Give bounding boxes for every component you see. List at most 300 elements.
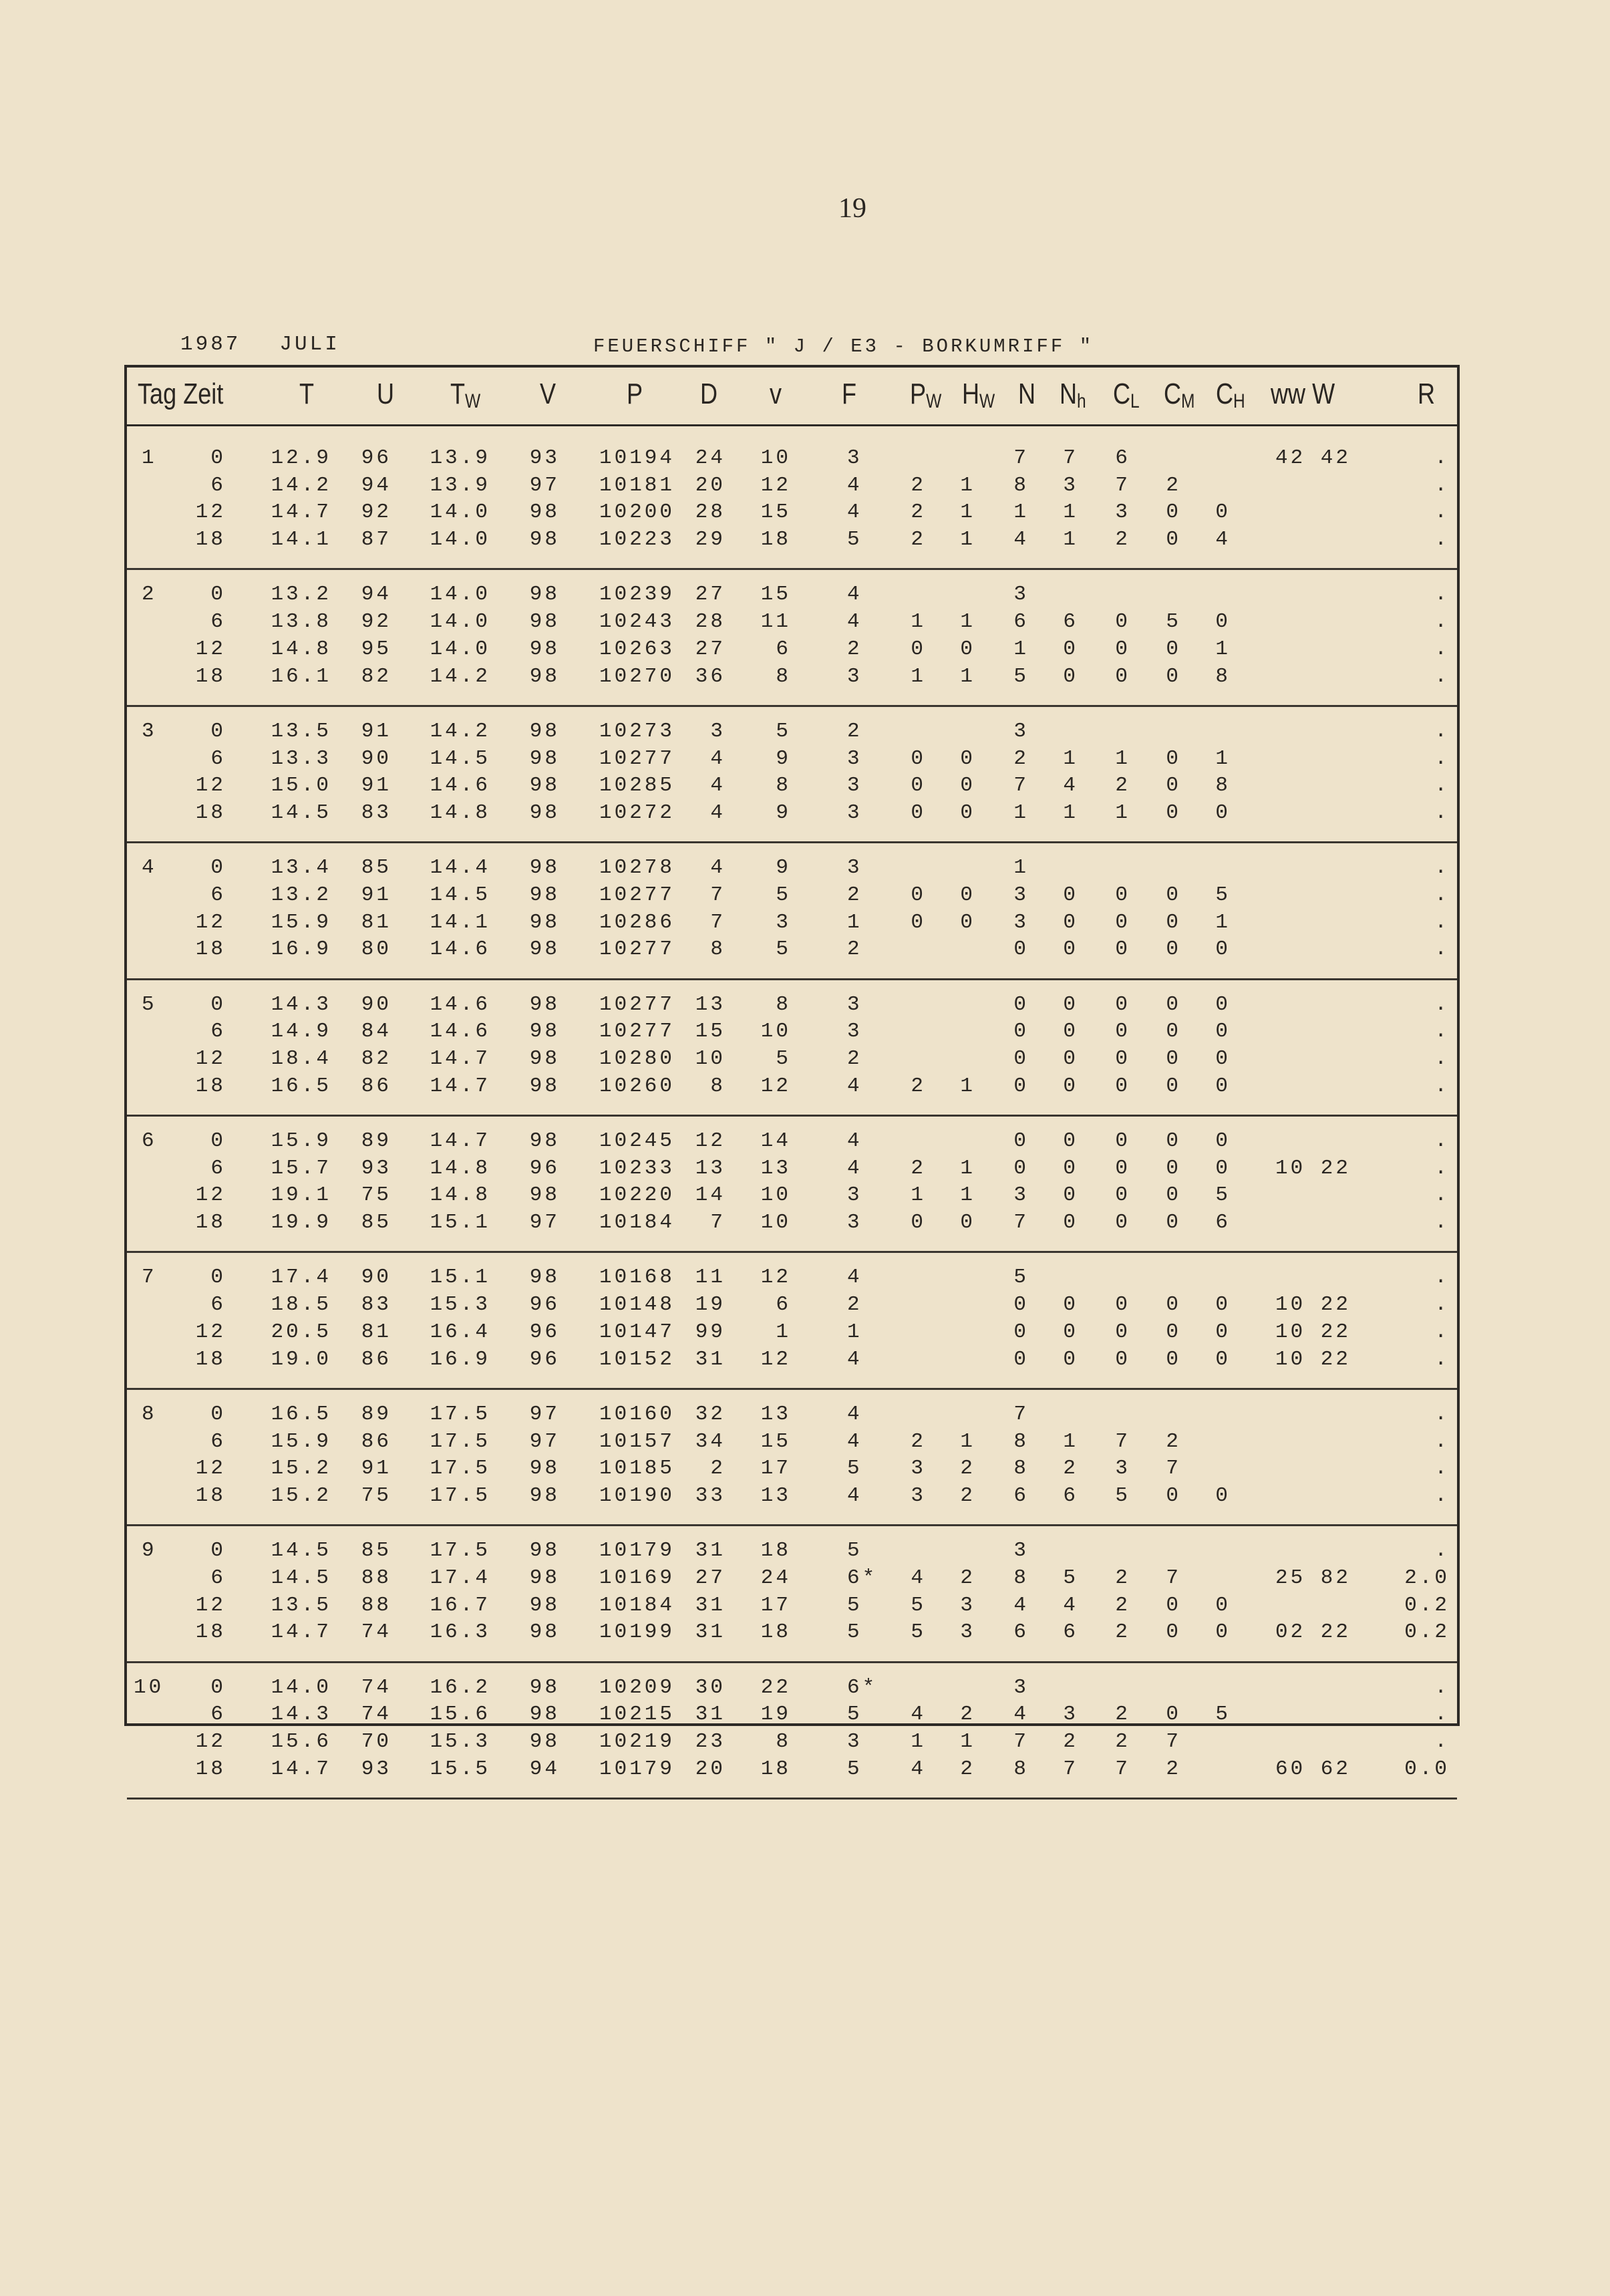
cell-r: . bbox=[1434, 1730, 1450, 1753]
cell-u: 94 bbox=[361, 583, 391, 607]
cell-n: 6 bbox=[1013, 1483, 1029, 1508]
cell-ch: 1 bbox=[1215, 746, 1231, 770]
cell-nh: 3 bbox=[1063, 473, 1078, 497]
cell-p: 10239 bbox=[599, 583, 675, 607]
report-date bbox=[180, 333, 340, 356]
cell-r: 0.2 bbox=[1404, 1620, 1450, 1644]
cell-nh: 6 bbox=[1063, 1483, 1078, 1508]
cell-u: 94 bbox=[361, 473, 391, 497]
cell-d: 20 bbox=[695, 473, 726, 497]
cell-cl: 2 bbox=[1115, 1566, 1130, 1590]
cell-n: 3 bbox=[1013, 1183, 1029, 1207]
cell-t: 18.5 bbox=[271, 1293, 331, 1317]
cell-pw: 2 bbox=[911, 500, 926, 525]
cell-vv: 9 bbox=[776, 801, 791, 825]
cell-r: . bbox=[1434, 1483, 1450, 1508]
cell-d: 27 bbox=[695, 583, 726, 607]
cell-v: 93 bbox=[529, 446, 560, 470]
cell-v: 98 bbox=[529, 1020, 560, 1044]
cell-u: 93 bbox=[361, 1757, 391, 1781]
cell-n: 8 bbox=[1013, 1429, 1029, 1453]
cell-cm: 0 bbox=[1166, 774, 1181, 798]
cell-n: 0 bbox=[1013, 938, 1029, 962]
cell-zeit: 6 bbox=[210, 610, 226, 634]
cell-p: 10286 bbox=[599, 910, 675, 934]
cell-nh: 0 bbox=[1063, 1211, 1078, 1235]
column-header-label: N bbox=[1060, 378, 1078, 410]
cell-v: 98 bbox=[529, 801, 560, 825]
cell-d: 13 bbox=[695, 992, 726, 1016]
cell-pw: 1 bbox=[911, 1730, 926, 1753]
cell-t: 13.4 bbox=[271, 856, 331, 880]
cell-zeit: 18 bbox=[195, 1347, 226, 1371]
column-header-label: C bbox=[1216, 378, 1234, 410]
cell-d: 31 bbox=[695, 1703, 726, 1727]
day-separator bbox=[127, 1524, 1457, 1526]
cell-vv: 14 bbox=[760, 1129, 791, 1153]
cell-r: . bbox=[1434, 1347, 1450, 1371]
cell-p: 10277 bbox=[599, 992, 675, 1016]
cell-pw: 3 bbox=[911, 1457, 926, 1481]
cell-ch: 0 bbox=[1215, 938, 1231, 962]
cell-hw: 0 bbox=[960, 1211, 975, 1235]
cell-v: 98 bbox=[529, 528, 560, 552]
cell-cl: 0 bbox=[1115, 610, 1130, 634]
cell-cl: 0 bbox=[1115, 1047, 1130, 1070]
cell-hw: 1 bbox=[960, 1074, 975, 1098]
cell-hw: 1 bbox=[960, 1730, 975, 1753]
cell-t: 14.9 bbox=[271, 1020, 331, 1044]
cell-t: 16.1 bbox=[271, 664, 331, 688]
cell-nh: 0 bbox=[1063, 637, 1078, 661]
cell-f: 4 bbox=[847, 1129, 862, 1153]
cell-tw: 14.0 bbox=[430, 610, 490, 634]
cell-n: 5 bbox=[1013, 664, 1029, 688]
cell-n: 0 bbox=[1013, 992, 1029, 1016]
cell-p: 10152 bbox=[599, 1347, 675, 1371]
cell-u: 85 bbox=[361, 856, 391, 880]
cell-r: . bbox=[1434, 583, 1450, 607]
cell-f: 3 bbox=[847, 746, 862, 770]
cell-zeit: 12 bbox=[195, 1593, 226, 1617]
cell-zeit: 6 bbox=[210, 1429, 226, 1453]
cell-cm: 0 bbox=[1166, 1703, 1181, 1727]
cell-zeit: 12 bbox=[195, 774, 226, 798]
cell-cm: 0 bbox=[1166, 1293, 1181, 1317]
cell-ch: 0 bbox=[1215, 801, 1231, 825]
cell-t: 19.0 bbox=[271, 1347, 331, 1371]
cell-p: 10278 bbox=[599, 856, 675, 880]
cell-v: 94 bbox=[529, 1757, 560, 1781]
day-separator bbox=[127, 1251, 1457, 1253]
cell-ch: 6 bbox=[1215, 1211, 1231, 1235]
cell-hw: 0 bbox=[960, 801, 975, 825]
cell-t: 14.7 bbox=[271, 1757, 331, 1781]
cell-tw: 14.5 bbox=[430, 746, 490, 770]
cell-r: . bbox=[1434, 1183, 1450, 1207]
cell-r: . bbox=[1434, 910, 1450, 934]
cell-cl: 0 bbox=[1115, 938, 1130, 962]
cell-pw: 1 bbox=[911, 610, 926, 634]
cell-t: 14.7 bbox=[271, 1620, 331, 1644]
cell-r: . bbox=[1434, 1429, 1450, 1453]
cell-zeit: 0 bbox=[210, 719, 226, 743]
cell-t: 14.7 bbox=[271, 500, 331, 525]
column-header-tag-zeit bbox=[138, 378, 223, 424]
cell-ch: 0 bbox=[1215, 1156, 1231, 1180]
cell-d: 15 bbox=[695, 1020, 726, 1044]
cell-r: . bbox=[1434, 637, 1450, 661]
page-number: 19 bbox=[838, 193, 866, 224]
cell-ch: 0 bbox=[1215, 500, 1231, 525]
cell-t: 13.2 bbox=[271, 883, 331, 907]
cell-r: . bbox=[1434, 1675, 1450, 1699]
cell-ch: 0 bbox=[1215, 992, 1231, 1016]
station-title: FEUERSCHIFF " J / E3 - BORKUMRIFF " bbox=[593, 335, 1094, 357]
cell-n: 7 bbox=[1013, 774, 1029, 798]
day-separator bbox=[127, 1388, 1457, 1390]
cell-cm: 2 bbox=[1166, 1757, 1181, 1781]
cell-zeit: 0 bbox=[210, 1539, 226, 1563]
cell-r: 0.2 bbox=[1404, 1593, 1450, 1617]
cell-t: 17.4 bbox=[271, 1266, 331, 1290]
table-end-rule bbox=[127, 1798, 1457, 1800]
cell-t: 15.9 bbox=[271, 1429, 331, 1453]
cell-tw: 15.6 bbox=[430, 1703, 490, 1727]
cell-pw: 1 bbox=[911, 1183, 926, 1207]
cell-cm: 0 bbox=[1166, 992, 1181, 1016]
cell-r: . bbox=[1434, 1457, 1450, 1481]
cell-cl: 7 bbox=[1115, 1757, 1130, 1781]
cell-p: 10277 bbox=[599, 1020, 675, 1044]
cell-cl: 3 bbox=[1115, 500, 1130, 525]
cell-cm: 0 bbox=[1166, 1320, 1181, 1344]
cell-cm: 0 bbox=[1166, 1156, 1181, 1180]
cell-hw: 1 bbox=[960, 1183, 975, 1207]
cell-zeit: 6 bbox=[210, 746, 226, 770]
cell-tw: 16.7 bbox=[430, 1593, 490, 1617]
cell-zeit: 12 bbox=[195, 1457, 226, 1481]
cell-tw: 14.0 bbox=[430, 528, 490, 552]
cell-n: 8 bbox=[1013, 473, 1029, 497]
column-header-label: P bbox=[910, 378, 927, 410]
cell-nh: 6 bbox=[1063, 610, 1078, 634]
cell-n: 7 bbox=[1013, 1211, 1029, 1235]
cell-cl: 2 bbox=[1115, 1703, 1130, 1727]
column-header-p bbox=[627, 378, 643, 424]
cell-nh: 0 bbox=[1063, 1183, 1078, 1207]
cell-cm: 0 bbox=[1166, 1347, 1181, 1371]
cell-pw: 2 bbox=[911, 528, 926, 552]
cell-tw: 16.9 bbox=[430, 1347, 490, 1371]
cell-r: . bbox=[1434, 1020, 1450, 1044]
cell-pw: 2 bbox=[911, 1429, 926, 1453]
cell-pw: 4 bbox=[911, 1757, 926, 1781]
cell-ch: 8 bbox=[1215, 774, 1231, 798]
cell-r: . bbox=[1434, 1047, 1450, 1070]
cell-nh: 1 bbox=[1063, 500, 1078, 525]
cell-nh: 6 bbox=[1063, 1620, 1078, 1644]
cell-v: 98 bbox=[529, 664, 560, 688]
cell-hw: 0 bbox=[960, 746, 975, 770]
cell-pw: 5 bbox=[911, 1593, 926, 1617]
cell-v: 98 bbox=[529, 746, 560, 770]
cell-vv: 8 bbox=[776, 664, 791, 688]
cell-u: 84 bbox=[361, 1020, 391, 1044]
cell-hw: 2 bbox=[960, 1566, 975, 1590]
cell-cm: 0 bbox=[1166, 1129, 1181, 1153]
header-rule bbox=[127, 424, 1457, 426]
cell-zeit: 0 bbox=[210, 992, 226, 1016]
cell-u: 91 bbox=[361, 883, 391, 907]
cell-d: 36 bbox=[695, 664, 726, 688]
cell-p: 10148 bbox=[599, 1293, 675, 1317]
column-header-label: P bbox=[627, 378, 643, 410]
cell-u: 70 bbox=[361, 1730, 391, 1753]
cell-cm: 7 bbox=[1166, 1566, 1181, 1590]
cell-v: 98 bbox=[529, 938, 560, 962]
cell-cl: 0 bbox=[1115, 910, 1130, 934]
cell-pw: 0 bbox=[911, 746, 926, 770]
cell-v: 98 bbox=[529, 1675, 560, 1699]
cell-p: 10179 bbox=[599, 1539, 675, 1563]
cell-cl: 0 bbox=[1115, 1347, 1130, 1371]
cell-ch: 0 bbox=[1215, 1293, 1231, 1317]
cell-p: 10260 bbox=[599, 1074, 675, 1098]
cell-n: 4 bbox=[1013, 1703, 1029, 1727]
cell-ch: 8 bbox=[1215, 664, 1231, 688]
cell-r: . bbox=[1434, 528, 1450, 552]
cell-v: 98 bbox=[529, 500, 560, 525]
cell-zeit: 6 bbox=[210, 1566, 226, 1590]
cell-cm: 0 bbox=[1166, 801, 1181, 825]
cell-p: 10285 bbox=[599, 774, 675, 798]
cell-hw: 3 bbox=[960, 1620, 975, 1644]
cell-vv: 18 bbox=[760, 1757, 791, 1781]
cell-zeit: 0 bbox=[210, 856, 226, 880]
cell-cl: 3 bbox=[1115, 1457, 1130, 1481]
cell-n: 7 bbox=[1013, 1730, 1029, 1753]
cell-ch: 5 bbox=[1215, 883, 1231, 907]
cell-ch: 1 bbox=[1215, 637, 1231, 661]
cell-d: 31 bbox=[695, 1593, 726, 1617]
cell-nh: 0 bbox=[1063, 1156, 1078, 1180]
day-separator bbox=[127, 568, 1457, 570]
cell-ww: 02 22 bbox=[1275, 1620, 1351, 1644]
cell-nh: 0 bbox=[1063, 1347, 1078, 1371]
column-header-hw bbox=[962, 378, 995, 424]
cell-cm: 0 bbox=[1166, 1183, 1181, 1207]
cell-p: 10181 bbox=[599, 473, 675, 497]
day-separator bbox=[127, 978, 1457, 980]
cell-n: 0 bbox=[1013, 1156, 1029, 1180]
cell-nh: 1 bbox=[1063, 746, 1078, 770]
cell-vv: 18 bbox=[760, 528, 791, 552]
cell-tw: 14.0 bbox=[430, 637, 490, 661]
cell-tw: 17.5 bbox=[430, 1539, 490, 1563]
cell-v: 98 bbox=[529, 992, 560, 1016]
cell-v: 98 bbox=[529, 774, 560, 798]
cell-pw: 2 bbox=[911, 1074, 926, 1098]
cell-p: 10220 bbox=[599, 1183, 675, 1207]
column-header-label: C bbox=[1113, 378, 1131, 410]
cell-zeit: 12 bbox=[195, 1320, 226, 1344]
cell-t: 13.5 bbox=[271, 719, 331, 743]
cell-nh: 1 bbox=[1063, 528, 1078, 552]
cell-zeit: 6 bbox=[210, 1703, 226, 1727]
cell-ch: 0 bbox=[1215, 1593, 1231, 1617]
cell-tw: 15.3 bbox=[430, 1293, 490, 1317]
cell-u: 85 bbox=[361, 1211, 391, 1235]
cell-d: 4 bbox=[710, 746, 726, 770]
column-header-label: F bbox=[842, 378, 857, 410]
cell-vv: 11 bbox=[760, 610, 791, 634]
cell-tw: 16.3 bbox=[430, 1620, 490, 1644]
cell-f: 2 bbox=[847, 637, 862, 661]
cell-v: 96 bbox=[529, 1293, 560, 1317]
cell-pw: 5 bbox=[911, 1620, 926, 1644]
cell-pw: 0 bbox=[911, 910, 926, 934]
cell-d: 27 bbox=[695, 1566, 726, 1590]
cell-tw: 14.2 bbox=[430, 664, 490, 688]
report-month: JULI bbox=[279, 333, 340, 356]
cell-t: 15.9 bbox=[271, 910, 331, 934]
cell-pw: 4 bbox=[911, 1566, 926, 1590]
column-header-f bbox=[842, 378, 856, 424]
cell-tw: 14.0 bbox=[430, 500, 490, 525]
cell-vv: 24 bbox=[760, 1566, 791, 1590]
cell-n: 7 bbox=[1013, 1402, 1029, 1426]
cell-cm: 2 bbox=[1166, 473, 1181, 497]
cell-hw: 2 bbox=[960, 1757, 975, 1781]
cell-n: 2 bbox=[1013, 746, 1029, 770]
cell-f: 2 bbox=[847, 1047, 862, 1070]
day-separator bbox=[127, 841, 1457, 843]
cell-hw: 1 bbox=[960, 473, 975, 497]
cell-d: 4 bbox=[710, 856, 726, 880]
cell-n: 0 bbox=[1013, 1347, 1029, 1371]
cell-cm: 0 bbox=[1166, 637, 1181, 661]
cell-t: 14.3 bbox=[271, 992, 331, 1016]
cell-n: 1 bbox=[1013, 637, 1029, 661]
cell-tag: 5 bbox=[142, 992, 157, 1016]
column-header-tw bbox=[450, 378, 480, 424]
cell-v: 98 bbox=[529, 1593, 560, 1617]
cell-v: 98 bbox=[529, 1074, 560, 1098]
cell-p: 10169 bbox=[599, 1566, 675, 1590]
cell-zeit: 12 bbox=[195, 1730, 226, 1753]
cell-d: 7 bbox=[710, 883, 726, 907]
cell-t: 19.1 bbox=[271, 1183, 331, 1207]
cell-zeit: 18 bbox=[195, 528, 226, 552]
cell-nh: 0 bbox=[1063, 1293, 1078, 1317]
column-header-label: V bbox=[540, 378, 556, 410]
cell-cl: 0 bbox=[1115, 1020, 1130, 1044]
cell-tw: 14.0 bbox=[430, 583, 490, 607]
cell-r: . bbox=[1434, 1539, 1450, 1563]
column-header-pw bbox=[910, 378, 941, 424]
cell-u: 83 bbox=[361, 801, 391, 825]
cell-r: . bbox=[1434, 1703, 1450, 1727]
cell-n: 1 bbox=[1013, 500, 1029, 525]
cell-u: 82 bbox=[361, 1047, 391, 1070]
cell-zeit: 18 bbox=[195, 1757, 226, 1781]
cell-nh: 3 bbox=[1063, 1703, 1078, 1727]
cell-t: 16.9 bbox=[271, 938, 331, 962]
cell-tw: 14.8 bbox=[430, 1156, 490, 1180]
column-header-label: R bbox=[1418, 378, 1436, 410]
cell-cl: 0 bbox=[1115, 664, 1130, 688]
cell-v: 98 bbox=[529, 1183, 560, 1207]
cell-d: 33 bbox=[695, 1483, 726, 1508]
cell-cl: 0 bbox=[1115, 1156, 1130, 1180]
cell-ch: 0 bbox=[1215, 1620, 1231, 1644]
cell-r: . bbox=[1434, 719, 1450, 743]
cell-ch: 0 bbox=[1215, 1320, 1231, 1344]
cell-t: 13.5 bbox=[271, 1593, 331, 1617]
cell-ww: 10 22 bbox=[1275, 1156, 1351, 1180]
cell-d: 29 bbox=[695, 528, 726, 552]
column-header-label: D bbox=[700, 378, 718, 410]
column-header-subscript: L bbox=[1130, 390, 1140, 412]
cell-f: 4 bbox=[847, 610, 862, 634]
cell-v: 98 bbox=[529, 1266, 560, 1290]
cell-vv: 6 bbox=[776, 1293, 791, 1317]
cell-r: . bbox=[1434, 446, 1450, 470]
cell-pw: 3 bbox=[911, 1483, 926, 1508]
cell-v: 98 bbox=[529, 1566, 560, 1590]
cell-ch: 0 bbox=[1215, 1347, 1231, 1371]
cell-v: 98 bbox=[529, 1730, 560, 1753]
column-header-label: v bbox=[770, 378, 782, 410]
cell-v: 98 bbox=[529, 1457, 560, 1481]
cell-hw: 1 bbox=[960, 1156, 975, 1180]
cell-tag: 2 bbox=[142, 583, 157, 607]
cell-cl: 1 bbox=[1115, 801, 1130, 825]
cell-vv: 13 bbox=[760, 1402, 791, 1426]
cell-vv: 10 bbox=[760, 1211, 791, 1235]
cell-zeit: 12 bbox=[195, 637, 226, 661]
cell-tw: 14.8 bbox=[430, 801, 490, 825]
cell-t: 14.0 bbox=[271, 1675, 331, 1699]
day-separator bbox=[127, 1115, 1457, 1117]
cell-p: 10277 bbox=[599, 746, 675, 770]
cell-v: 98 bbox=[529, 1483, 560, 1508]
cell-t: 15.2 bbox=[271, 1457, 331, 1481]
cell-n: 1 bbox=[1013, 856, 1029, 880]
cell-nh: 1 bbox=[1063, 1429, 1078, 1453]
column-header-n bbox=[1018, 378, 1035, 424]
cell-nh: 1 bbox=[1063, 801, 1078, 825]
cell-zeit: 6 bbox=[210, 883, 226, 907]
cell-pw: 1 bbox=[911, 664, 926, 688]
cell-zeit: 12 bbox=[195, 1183, 226, 1207]
cell-nh: 0 bbox=[1063, 883, 1078, 907]
cell-n: 8 bbox=[1013, 1457, 1029, 1481]
cell-nh: 0 bbox=[1063, 664, 1078, 688]
cell-p: 10215 bbox=[599, 1703, 675, 1727]
cell-cm: 7 bbox=[1166, 1457, 1181, 1481]
cell-v: 97 bbox=[529, 1211, 560, 1235]
cell-f: 1 bbox=[847, 1320, 862, 1344]
cell-d: 2 bbox=[710, 1457, 726, 1481]
cell-vv: 1 bbox=[776, 1320, 791, 1344]
cell-hw: 2 bbox=[960, 1483, 975, 1508]
cell-f: 5 bbox=[847, 528, 862, 552]
cell-u: 88 bbox=[361, 1593, 391, 1617]
cell-v: 96 bbox=[529, 1347, 560, 1371]
cell-p: 10277 bbox=[599, 938, 675, 962]
